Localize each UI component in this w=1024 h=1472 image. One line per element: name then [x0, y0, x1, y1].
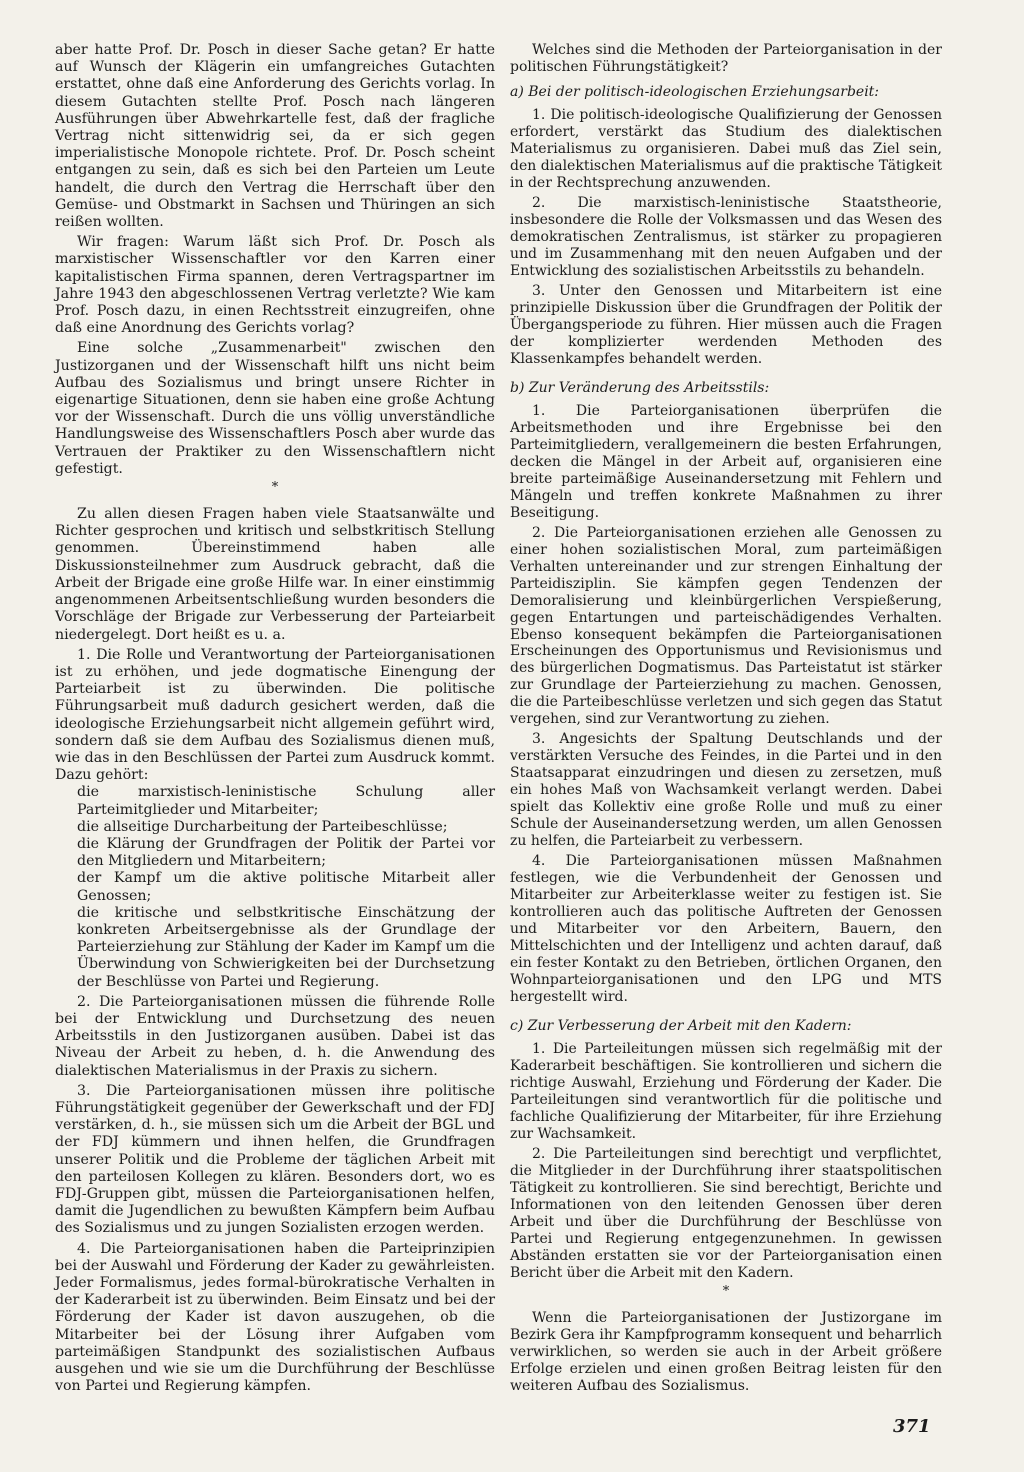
- list-item: die kritische und selbstkritische Einschätzung der konkreten Arbeitsergebnisse als der Grundlage der Parteierziehung zur Stählung der Kader im Kampf um die Überwindung von Schwierigkeiten bei der Durchsetzung der Beschlüsse von Partei und Regierung.: [77, 904, 495, 990]
- paragraph: 1. Die Parteiorganisationen überprüfen die Arbeitsmethoden und ihre Ergebnisse bei den Parteimitgliedern, verallgemeinern die besten Erfahrungen, decken die Mängel in der Arbeit auf, organisieren eine breite parteimäßige Auseinandersetzung mit Fehlern und Mängeln und treffen konkrete Maßnahmen zu ihrer Beseitigung.: [510, 402, 942, 521]
- page-number: 371: [893, 1416, 931, 1437]
- paragraph: 1. Die Rolle und Verantwortung der Parteiorganisationen ist zu erhöhen, und jede dogmatische Einengung der Parteiarbeit ist zu überwinden. Die politische Führungsarbeit muß dadurch gesichert werden, daß die ideologische Erziehungsarbeit nicht allgemein geführt wird, sondern daß sie dem Aufbau des Sozialismus dienen muß, wie das in den Beschlüssen der Partei zum Ausdruck kommt. Dazu gehört:: [55, 646, 495, 784]
- paragraph: 2. Die marxistisch-leninistische Staatstheorie, insbesondere die Rolle der Volksmassen und das Wesen des demokratischen Zentralismus, ist stärker zu propagieren und im Zusammenhang mit den neuen Aufgaben und der Entwicklung des sozialistischen Arbeitsstils zu behandeln.: [510, 194, 942, 279]
- list-item: die marxistisch-leninistische Schulung aller Parteimitglieder und Mitarbeiter;: [77, 784, 495, 818]
- paragraph: 4. Die Parteiorganisationen haben die Parteiprinzipien bei der Auswahl und Förderung der Kader zu gewährleisten. Jeder Formalismus, jedes formal-bürokratische Verhalten in der Kaderarbeit ist zu überwinden. Beim Einsatz und bei der Förderung der Kader ist davon auszugehen, ob die Mitarbeiter bei der Lösung ihrer Aufgaben vom parteimäßigen Standpunkt des sozialistischen Aufbaus ausgehen und wie sie um die Durchführung der Beschlüsse von Partei und Regierung kämpfen.: [55, 1240, 495, 1395]
- paragraph: 3. Angesichts der Spaltung Deutschlands und der verstärkten Versuche des Feindes, in die Partei und in den Staatsapparat einzudringen und diesen zu zersetzen, muß ein hohes Maß von Wachsamkeit verlangt werden. Dabei spielt das Kollektiv eine große Rolle und muß zu einer Schule der Auseinandersetzung werden, um allen Genossen zu helfen, die Parteiarbeit zu verbessern.: [510, 731, 942, 850]
- paragraph: 1. Die politisch-ideologische Qualifizierung der Genossen erfordert, verstärkt das Studium des dialektischen Materialismus zu organisieren. Dabei muß das Ziel sein, den dialektischen Materialismus auf die praktische Tätigkeit in der Rechtsprechung anzuwenden.: [510, 106, 942, 191]
- paragraph: 2. Die Parteiorganisationen erziehen alle Genossen zu einer hohen sozialistischen Moral, zum parteimäßigen Verhalten untereinander und zur strengen Einhaltung der Parteidisziplin. Sie kämpfen gegen Tendenzen der Demoralisierung und kleinbürgerlichen Verspießerung, gegen Entartungen und parteischädigendes Verhalten. Ebenso konsequent bekämpfen die Parteiorganisationen Erscheinungen des Opportunismus und Revisionismus und des bürgerlichen Dogmatismus. Das Parteistatut ist stärker zur Grundlage der Parteierziehung zu machen. Genossen, die die Parteibeschlüsse verletzen und sich gegen das Statut vergehen, sind zur Verantwortung zu ziehen.: [510, 524, 943, 728]
- paragraph: 4. Die Parteiorganisationen müssen Maßnahmen festlegen, wie die Verbundenheit der Genossen und Mitarbeiter zur Arbeiterklasse weiter zu festigen ist. Sie kontrollieren auch das politische Auftreten der Genossen und Mitarbeiter vor den Arbeitern, Bauern, den Mittelschichten und der Intelligenz und achten darauf, daß ein fester Kontakt zu den Betrieben, örtlichen Organen, den Wohnparteiorganisationen und den LPG und MTS hergestellt wird.: [510, 853, 942, 1006]
- section-heading: a) Bei der politisch-ideologischen Erziehungsarbeit:: [510, 83, 880, 100]
- section-heading: c) Zur Verbesserung der Arbeit mit den Kadern:: [510, 1018, 852, 1035]
- paragraph: 3. Die Parteiorganisationen müssen ihre politische Führungstätigkeit gegenüber der Gewerkschaft und der FDJ verstärken, d. h., sie müssen sich um die Arbeit der BGL und der FDJ kümmern und ihnen helfen, die Grundfragen unserer Politik und die Probleme der täglichen Arbeit mit den parteilosen Kollegen zu klären. Besonders dort, wo es FDJ-Gruppen gibt, müssen die Parteiorganisationen helfen, damit die Jugendlichen zu bewußten Kämpfern beim Aufbau des Sozialismus und zu jungen Sozialisten erzogen werden.: [55, 1082, 495, 1237]
- right-column: [510, 42, 942, 1395]
- section-separator: *: [722, 1283, 730, 1299]
- list-item: der Kampf um die aktive politische Mitarbeit aller Genossen;: [77, 870, 495, 904]
- paragraph: 1. Die Parteileitungen müssen sich regelmäßig mit der Kaderarbeit beschäftigen. Sie kontrollieren und sichern die richtige Auswahl, Erziehung und Förderung der Kader. Die Parteileitungen sind verantwortlich für die politische und fachliche Qualifizierung der Mitarbeiter, für ihre Erziehung zur Wachsamkeit.: [510, 1041, 942, 1143]
- paragraph: Welches sind die Methoden der Parteiorganisation in der politischen Führungstätigkeit?: [510, 42, 942, 75]
- section-heading: b) Zur Veränderung des Arbeitsstils:: [510, 379, 770, 396]
- paragraph: 2. Die Parteiorganisationen müssen die führende Rolle bei der Entwicklung und Durchsetzung des neuen Arbeitsstils in den Justizorganen ausüben. Dabei ist das Niveau der Arbeit zu heben, d. h. die Anwendung des dialektischen Materialismus in der Praxis zu sichern.: [55, 993, 495, 1079]
- list-item: die allseitige Durcharbeitung der Parteibeschlüsse;: [77, 818, 448, 835]
- paragraph: 3. Unter den Genossen und Mitarbeitern ist eine prinzipielle Diskussion über die Grundfragen der Politik der Übergangsperiode zu führen. Hier müssen auch die Fragen der komplizierter werdenden Methoden des Klassenkampfes behandelt werden.: [510, 282, 942, 367]
- paragraph: Wenn die Parteiorganisationen der Justizorgane im Bezirk Gera ihr Kampfprogramm konsequent und beharrlich verwirklichen, so werden sie auch in der Arbeit größere Erfolge erzielen und einen großen Beitrag leisten für den weiteren Aufbau des Sozialismus.: [510, 1309, 942, 1394]
- paragraph: aber hatte Prof. Dr. Posch in dieser Sache getan? Er hatte auf Wunsch der Klägerin ein umfangreiches Gutachten erstattet, ohne daß eine Anforderung des Gerichts vorlag. In diesem Gutachten stellte Prof. Posch nach längeren Ausführungen über Abwehrkartelle fest, daß der fragliche Vertrag nicht sittenwidrig sei, da er sich gegen imperialistische Monopole richtete. Prof. Dr. Posch scheint entgangen zu sein, daß es sich bei den Parteien um Leute handelt, die durch den Vertrag die Herrschaft über den Gemüse- und Obstmarkt in Sachsen und Thüringen an sich reißen wollten.: [55, 42, 495, 231]
- paragraph: Zu allen diesen Fragen haben viele Staatsanwälte und Richter gesprochen und kritisch und selbstkritisch Stellung genommen. Übereinstimmend haben alle Diskussionsteilnehmer zum Ausdruck gebracht, daß die Arbeit der Brigade eine große Hilfe war. In einer einstimmig angenommenen Arbeitsentschließung wurden besonders die Vorschläge der Brigade zur Verbesserung der Parteiarbeit niedergelegt. Dort heißt es u. a.: [55, 506, 495, 643]
- paragraph: Wir fragen: Warum läßt sich Prof. Dr. Posch als marxistischer Wissenschaftler vor den Karren einer kapitalistischen Firma spannen, deren Vertragspartner im Jahre 1943 den abgeschlossenen Vertrag verletzte? Wie kam Prof. Posch dazu, in einen Rechtsstreit einzugreifen, ohne daß eine Anordnung des Gerichts vorlag?: [55, 234, 495, 337]
- paragraph: 2. Die Parteileitungen sind berechtigt und verpflichtet, die Mitglieder in der Durchführung ihrer staatspolitischen Tätigkeit zu kontrollieren. Sie sind berechtigt, Berichte und Informationen von den leitenden Genossen über deren Arbeit und über die Durchführung der Beschlüsse von Partei und Regierung entgegenzunehmen. In gewissen Abständen erstatten sie vor der Parteiorganisation einen Bericht über die Arbeit mit den Kadern.: [510, 1146, 942, 1281]
- list-item: die Klärung der Grundfragen der Politik der Partei vor den Mitgliedern und Mitarbeitern;: [77, 835, 495, 870]
- paragraph: Eine solche „Zusammenarbeit" zwischen den Justizorganen und der Wissenschaft hilft uns nicht beim Aufbau des Sozialismus und bringt unsere Richter in eigenartige Situationen, denn sie haben eine große Achtung vor der Wissenschaft. Durch die uns völlig unverständliche Handlungsweise des Wissenschaftlers Posch aber wurde das Vertrauen der Praktiker zu den Wissenschaftlern nicht gefestigt.: [55, 340, 495, 477]
- left-column: [55, 42, 495, 1395]
- section-separator: *: [271, 480, 279, 496]
